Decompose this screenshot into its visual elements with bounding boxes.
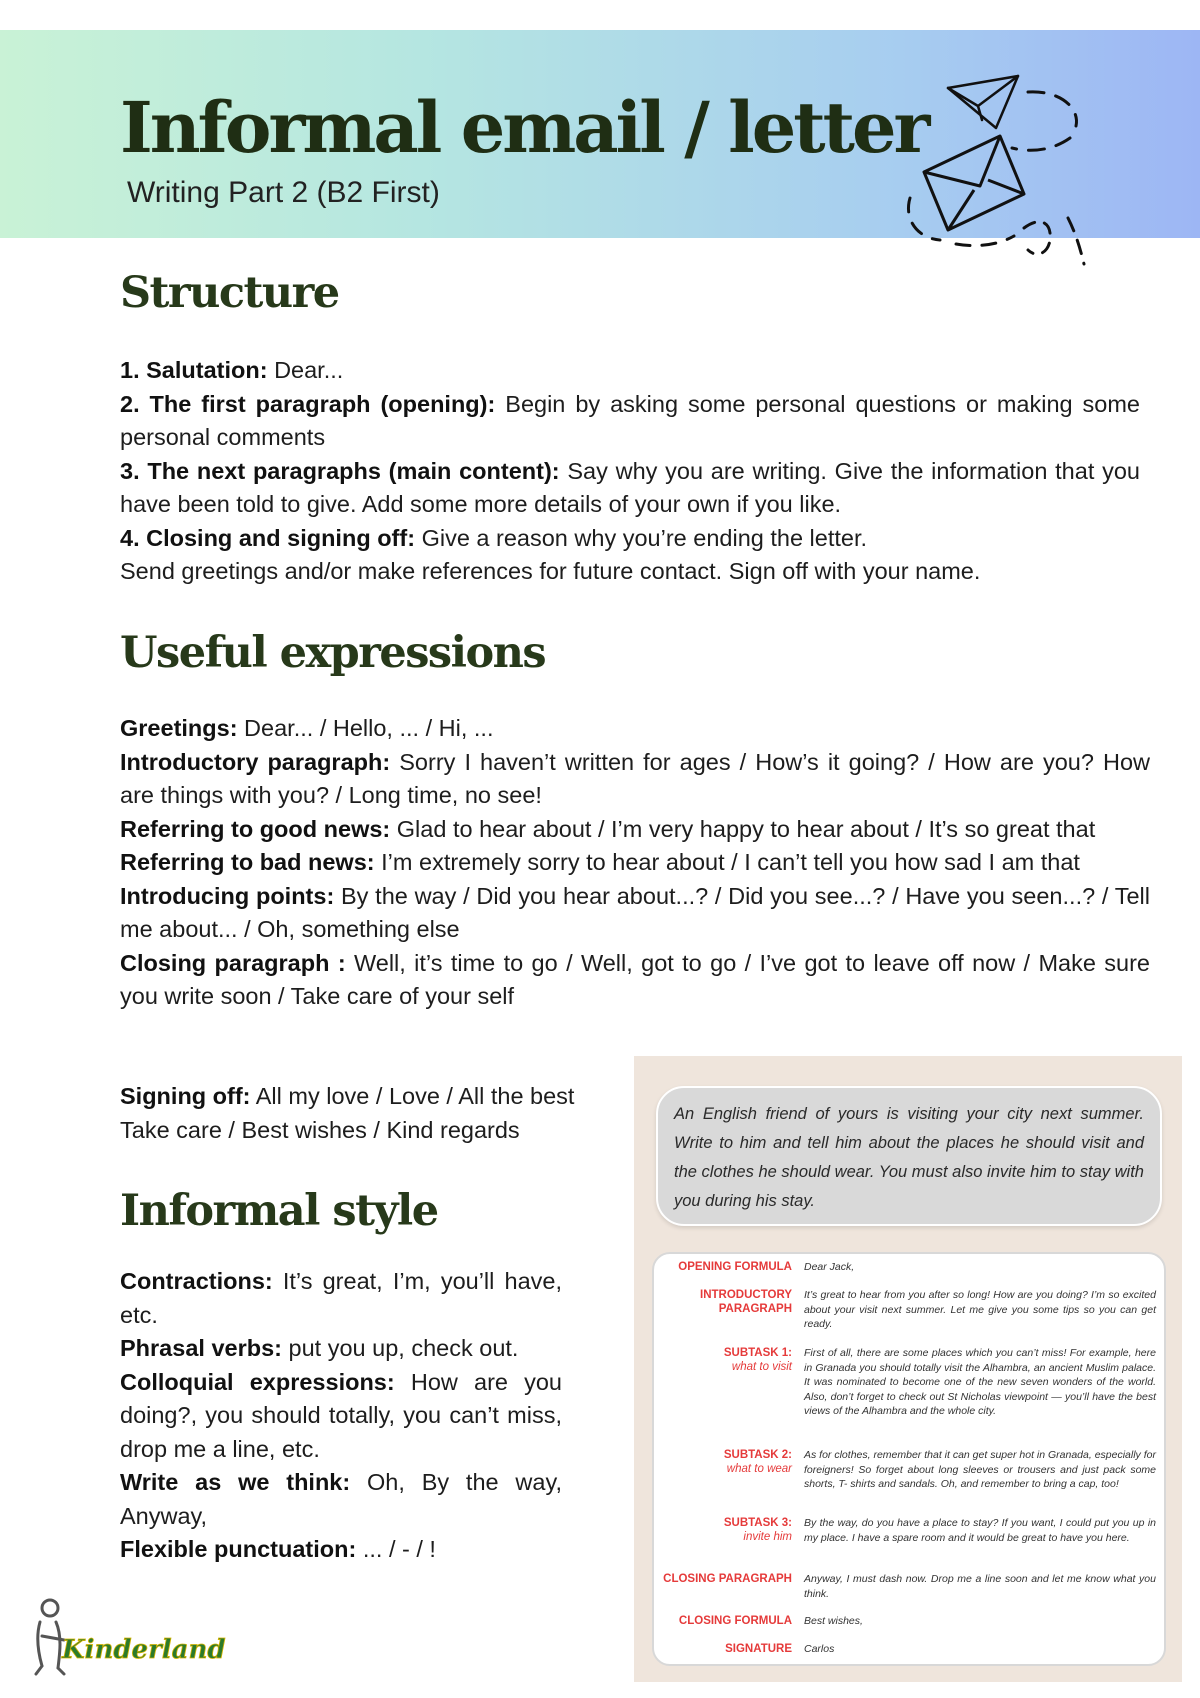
page-subtitle: Writing Part 2 (B2 First) <box>127 176 440 209</box>
structure-heading: Structure <box>120 268 339 318</box>
header-banner <box>0 30 1200 238</box>
structure-item: 3. The next paragraphs (main content): Say why you are writing. Give the information that you have been told to give. Add some more details of your own if you like. <box>120 457 1140 517</box>
structure-item: 1. Salutation: Dear... <box>120 357 344 383</box>
example-letter: OPENING FORMULA Dear Jack, INTRODUCTORY PARAGRAPH It’s great to hear from you after so long! How are you doing? I’m so excited about your visit next summer. Let me give you some tips so you can get ready. SUBTASK 1: what to visit First of all, there are some places which you can’t miss! For example, here in Granada you should totally visit the Alhambra, an ancient Muslim palace. It was nominated to become one of the new seven wonders of the world. Also, don’t forget to check out St Nicholas viewpoint — you’ll have the best views of the Alhambra and the whole city. SUBTASK 2: what to wear As for clothes, remember that it can get super hot in Granada, especially for foreigners! So forget about long sleeves or trousers and just pack some shorts, T- shirts and sandals. Oh, and remember to bring a cap, too! SUBTASK 3: invite him By the way, do you have a place to stay? If you want, I could put you up in my place. I have a spare room and it would be great to have you here. CLOSING PARAGRAPH Anyway, I must dash now. Drop me a line soon and let me know what you think. CLOSING FORMULA Best wishes, SIGNATURE Carlos <box>652 1252 1166 1666</box>
useful-expressions-heading: Useful expressions <box>120 628 546 678</box>
expression-item: Referring to good news: Glad to hear about / I’m very happy to hear about / It’s so great that <box>120 815 1096 842</box>
style-item: Write as we think: Oh, By the way, Anyway, <box>120 1469 562 1529</box>
expression-item: Referring to bad news: I’m extremely sorry to hear about / I can’t tell you how sad I am that <box>120 849 1080 875</box>
style-item: Phrasal verbs: put you up, check out. <box>120 1335 519 1361</box>
informal-style-heading: Informal style <box>120 1186 438 1236</box>
signing-off-item: Signing off: All my love / Love / All the best Take care / Best wishes / Kind regards <box>120 1083 575 1143</box>
useful-expressions-list <box>120 712 1150 1014</box>
expression-item: Introducing points: By the way / Did you hear about...? / Did you see...? / Have you seen...? / Tell me about... / Oh, something else <box>120 882 1150 942</box>
task-prompt: An English friend of yours is visiting your city next summer. Write to him and tell him about the places he should visit and the clothes he should wear. You must also invite him to stay with you during his stay. <box>656 1086 1162 1226</box>
envelope-icon <box>924 136 1024 230</box>
envelope-plane-illustration <box>900 68 1100 268</box>
style-item: Contractions: It’s great, I’m, you’ll have, etc. <box>120 1268 562 1328</box>
paper-plane-icon <box>948 76 1018 128</box>
person-logo-icon <box>36 1600 64 1674</box>
logo-text: Kinderland <box>62 1635 226 1665</box>
informal-style-list <box>120 1265 562 1567</box>
expression-item: Introductory paragraph: Sorry I haven’t written for ages / How’s it going? / How are you? How are things with you? / Long time, no see! <box>120 748 1150 808</box>
expression-item: Closing paragraph : Well, it’s time to go / Well, got to go / I’ve got to leave off now / Make sure you write soon / Take care of your self <box>120 949 1150 1009</box>
expression-item: Greetings: Dear... / Hello, ... / Hi, ... <box>120 715 494 741</box>
dashed-trail <box>908 92 1084 264</box>
page-title: Informal email / letter <box>120 86 928 169</box>
style-item: Flexible punctuation: ... / - / ! <box>120 1536 436 1562</box>
kinderland-logo <box>32 1596 226 1678</box>
structure-list <box>120 354 1140 589</box>
structure-item: 2. The first paragraph (opening): Begin by asking some personal questions or making some personal comments <box>120 390 1140 450</box>
style-item: Colloquial expressions: How are you doing?, you should totally, you can’t miss, drop me a line, etc. <box>120 1368 562 1462</box>
example-letter-panel <box>634 1056 1182 1682</box>
structure-item: 4. Closing and signing off: Give a reason why you’re ending the letter. <box>120 524 868 551</box>
structure-item: Send greetings and/or make references for future contact. Sign off with your name. <box>120 558 981 584</box>
